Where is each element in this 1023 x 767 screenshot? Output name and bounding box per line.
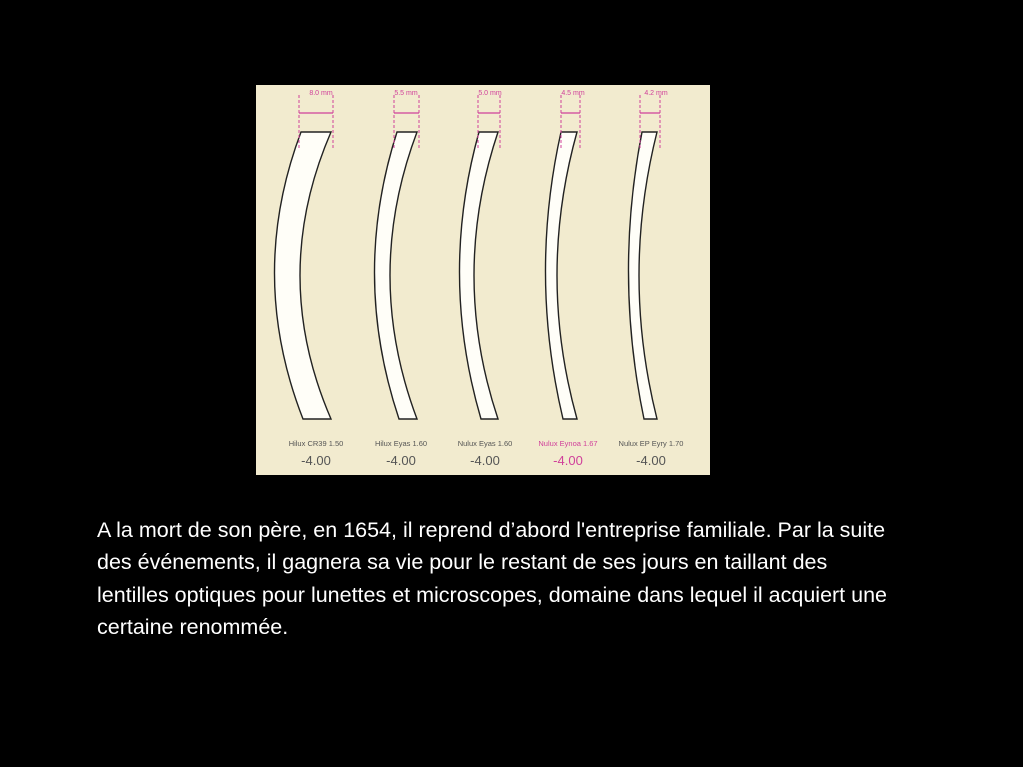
lens-4-thickness-label: 4.5 mm bbox=[561, 90, 585, 97]
lens-4-shape bbox=[545, 132, 577, 419]
lens-4-power-label: -4.00 bbox=[553, 453, 583, 468]
lens-2-material-label: Hilux Eyas 1.60 bbox=[374, 439, 428, 448]
lens-3-shape bbox=[459, 132, 498, 419]
lens-1-thickness-label: 8.0 mm bbox=[309, 90, 333, 97]
lens-2-shape bbox=[374, 132, 417, 419]
lens-1-material-label: Hilux CR39 1.50 bbox=[288, 439, 344, 448]
lens-comparison-figure bbox=[256, 85, 710, 475]
lens-diagram bbox=[256, 85, 710, 475]
slide-caption: A la mort de son père, en 1654, il reprend d’abord l'entreprise familiale. Par la suite des événements, il gagnera sa vie pour le restant de ses jours en taillant des lentilles optiques pour lunettes et microscopes, domaine dans lequel il acquiert une certaine renommée. bbox=[97, 518, 887, 639]
lens-1-power-label: -4.00 bbox=[301, 453, 331, 468]
lens-5-material-label: Nulux EP Eyry 1.70 bbox=[618, 439, 684, 448]
lens-3-material-label: Nulux Eyas 1.60 bbox=[457, 439, 513, 448]
lens-1-shape bbox=[274, 132, 331, 419]
lens-5-shape bbox=[628, 132, 657, 419]
lens-2-thickness-label: 5.5 mm bbox=[394, 90, 418, 97]
lens-3-thickness-label: 5.0 mm bbox=[478, 90, 502, 97]
lens-4-material-label: Nulux Eynoa 1.67 bbox=[538, 439, 598, 448]
lens-2-power-label: -4.00 bbox=[386, 453, 416, 468]
lens-3-power-label: -4.00 bbox=[470, 453, 500, 468]
lens-5-thickness-label: 4.2 mm bbox=[644, 90, 668, 97]
lens-5-power-label: -4.00 bbox=[636, 453, 666, 468]
